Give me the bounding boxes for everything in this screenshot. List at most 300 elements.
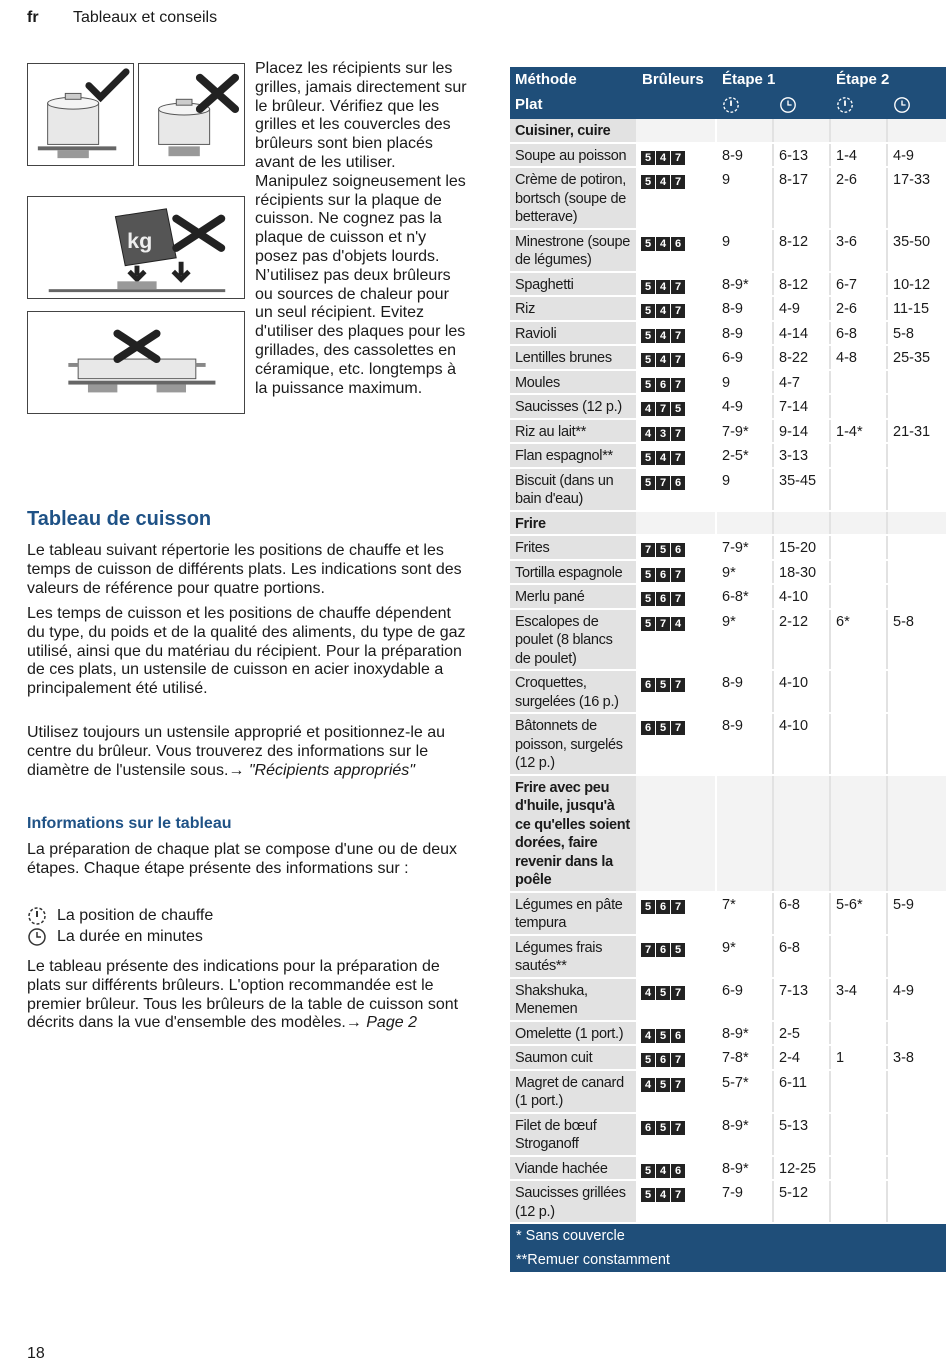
heat-value xyxy=(831,395,888,418)
burner-badge: 4 xyxy=(641,986,655,1000)
burner-cell xyxy=(636,1181,717,1222)
burner-badge: 5 xyxy=(641,353,655,367)
paragraph-1: Le tableau suivant répertorie les positions de chauffe et les temps de cuisson de différents plats. Les indications sont des valeurs de référence pour quatre portions. xyxy=(27,542,462,597)
time-value: 7-13 xyxy=(774,979,831,1020)
time-value: 4-10 xyxy=(774,585,831,608)
time-value: 8-12 xyxy=(774,230,831,271)
burner-badge: 5 xyxy=(641,304,655,318)
time-value: 5-13 xyxy=(774,1114,831,1155)
dish-name: Légumes frais sautés** xyxy=(510,936,636,977)
time-value: 6-8 xyxy=(774,936,831,977)
time-value xyxy=(888,1157,946,1180)
time-value: 4-9 xyxy=(893,982,914,999)
heat-value: 6-9 xyxy=(717,346,774,369)
legend-time-label: La durée en minutes xyxy=(57,928,203,945)
page-number: 18 xyxy=(27,1345,45,1362)
paragraph-3 xyxy=(27,724,467,780)
burner-badge: 4 xyxy=(656,353,670,367)
cross-icon xyxy=(117,334,156,359)
time-value: 5-8 xyxy=(893,325,914,342)
arrow-icon: → xyxy=(228,761,245,779)
heat-value: 6* xyxy=(831,610,888,670)
burner-badge: 7 xyxy=(671,1078,685,1092)
heat-value: 4-8 xyxy=(831,346,888,369)
heat-value: 9* xyxy=(717,561,774,584)
table-row xyxy=(510,1071,946,1114)
intro-text: Placez les récipients sur les grilles, jamais directement sur le brûleur. Vérifiez que les grilles et les couvercles des brûleurs sont bien placés avant de les utiliser. Manipulez soigneusement les récipients sur la plaque de cuisson. Ne cognez pas la plaque de cuisson et n'y posez pas d'objets lourds. N’utilisez pas deux brûleurs ou sources de chaleur pour un seul récipient. Evitez d'utiliser des plaques pour les grillades, des cassolettes en céramique, etc. longtemps à la puissance maximum. xyxy=(255,60,467,397)
burner-badge: 5 xyxy=(641,151,655,165)
check-icon xyxy=(89,72,126,97)
heat-value: 9 xyxy=(717,469,774,510)
time-value: 4-10 xyxy=(774,714,831,774)
time-value xyxy=(888,469,946,510)
burner-badge: 5 xyxy=(641,568,655,582)
time-value: 2-4 xyxy=(774,1046,831,1069)
heat-value xyxy=(831,776,888,891)
header-plat: Plat xyxy=(515,96,543,113)
burner-cell xyxy=(636,536,717,559)
burner-badge: 5 xyxy=(656,986,670,1000)
burner-cell xyxy=(636,1157,717,1180)
burner-badge: 5 xyxy=(641,1188,655,1202)
table-row xyxy=(510,420,946,445)
burner-badge: 5 xyxy=(656,1078,670,1092)
heat-value: 8-9 xyxy=(717,671,774,712)
burner-badge: 5 xyxy=(641,329,655,343)
dish-name: Saumon cuit xyxy=(510,1046,636,1069)
table-row xyxy=(510,1157,946,1182)
burner-badge: 7 xyxy=(671,151,685,165)
table-row xyxy=(510,1114,946,1157)
heat-value xyxy=(831,1022,888,1045)
burner-badge: 4 xyxy=(656,175,670,189)
dish-name: Minestrone (soupe de légumes) xyxy=(510,230,636,271)
time-value: 25-35 xyxy=(893,350,931,366)
table-section-row xyxy=(510,776,946,893)
dish-name: Merlu pané xyxy=(510,585,636,608)
heat-value: 6-8 xyxy=(831,322,888,345)
heat-value: 2-5* xyxy=(717,444,774,467)
legend-heat xyxy=(27,906,213,926)
heat-value xyxy=(831,714,888,774)
heat-value xyxy=(831,119,888,142)
time-value xyxy=(888,585,946,608)
dish-name: Biscuit (dans un bain d'eau) xyxy=(510,469,636,510)
paragraph-4: La préparation de chaque plat se compose d'une ou de deux étapes. Chaque étape présente des informations sur : xyxy=(27,841,458,877)
heat-value: 7-8* xyxy=(717,1046,774,1069)
time-value: 2-12 xyxy=(774,610,831,670)
table-row xyxy=(510,371,946,396)
burner-badge: 4 xyxy=(656,1164,670,1178)
dish-name: Viande hachée xyxy=(510,1157,636,1180)
burner-cell xyxy=(636,776,717,891)
table-row xyxy=(510,273,946,298)
time-value: 11-15 xyxy=(893,301,930,317)
heat-value: 1-4 xyxy=(831,144,888,167)
burner-badge: 7 xyxy=(671,378,685,392)
table-row xyxy=(510,936,946,979)
heat-value: 9* xyxy=(717,936,774,977)
heat-value: 8-9 xyxy=(717,144,774,167)
burner-badge: 5 xyxy=(641,175,655,189)
burner-badge: 7 xyxy=(656,617,670,631)
pot-on-grid-illustration xyxy=(27,63,134,166)
dish-name: Magret de canard (1 port.) xyxy=(510,1071,636,1112)
heat-value: 6-7 xyxy=(831,273,888,296)
cooking-table xyxy=(510,67,946,1272)
dish-name: Légumes en pâte tempura xyxy=(510,893,636,934)
dish-name: Frites xyxy=(510,536,636,559)
burner-badge: 4 xyxy=(656,280,670,294)
time-value: 6-8 xyxy=(774,893,831,934)
heat-position-icon xyxy=(722,96,740,114)
heat-value: 3-4 xyxy=(831,979,888,1020)
dish-name: Riz xyxy=(510,297,636,320)
time-value xyxy=(888,561,946,584)
table-row xyxy=(510,144,946,169)
heat-value: 7* xyxy=(717,893,774,934)
table-row xyxy=(510,230,946,273)
heavy-object-illustration xyxy=(27,196,245,299)
time-value xyxy=(888,714,946,774)
dish-name: Spaghetti xyxy=(510,273,636,296)
burner-badge: 5 xyxy=(641,617,655,631)
burner-cell xyxy=(636,273,717,296)
heat-value: 9 xyxy=(717,371,774,394)
burner-badge: 5 xyxy=(641,1053,655,1067)
time-value: 6-11 xyxy=(774,1071,831,1112)
heat-value: 9 xyxy=(717,230,774,271)
heat-value: 7-9 xyxy=(717,1181,774,1222)
dish-name: Bâtonnets de poisson, surgelés (12 p.) xyxy=(510,714,636,774)
time-value: 10-12 xyxy=(893,276,931,293)
burner-badge: 6 xyxy=(641,721,655,735)
burner-cell xyxy=(636,395,717,418)
legend-heat-label: La position de chauffe xyxy=(57,907,214,924)
time-value: 17-33 xyxy=(893,172,931,188)
burner-badge: 6 xyxy=(671,543,685,557)
burner-badge: 7 xyxy=(656,476,670,490)
burner-cell xyxy=(636,1071,717,1112)
burner-badge: 4 xyxy=(671,617,685,631)
heat-position-icon xyxy=(27,906,47,926)
burner-cell xyxy=(636,1022,717,1045)
paragraph-2: Les temps de cuisson et les positions de chauffe dépendent du type, du poids et de la qualité des aliments, du type de gaz utilisé, ainsi que du matériau du récipient. Pour la préparation de ces plats, un ustensile de cuisson en acier inoxydable a principalement été utilisé. xyxy=(27,605,466,698)
time-value xyxy=(888,671,946,712)
dish-name: Crème de potiron, bortsch (soupe de betterave) xyxy=(510,168,636,228)
burner-badge: 7 xyxy=(671,721,685,735)
header-etape2: Étape 2 xyxy=(836,71,890,88)
heat-value xyxy=(831,1114,888,1155)
table-row xyxy=(510,469,946,512)
burner-cell xyxy=(636,936,717,977)
burner-cell xyxy=(636,444,717,467)
dish-name: Shakshuka, Menemen xyxy=(510,979,636,1020)
burner-badge: 7 xyxy=(671,304,685,318)
heat-value: 5-7* xyxy=(717,1071,774,1112)
heat-value: 8-9* xyxy=(717,273,774,296)
burner-cell xyxy=(636,371,717,394)
time-value xyxy=(774,119,831,142)
burner-badge: 7 xyxy=(671,427,685,441)
burner-badge: 7 xyxy=(671,986,685,1000)
link-recipients[interactable]: "Récipients appropriés" xyxy=(248,761,415,779)
heat-value: 4-9 xyxy=(717,395,774,418)
burner-cell xyxy=(636,585,717,608)
dish-name: Moules xyxy=(510,371,636,394)
burner-badge: 4 xyxy=(656,451,670,465)
heat-value: 8-9 xyxy=(717,297,774,320)
table-section-row xyxy=(510,512,946,537)
time-value: 12-25 xyxy=(774,1157,831,1180)
link-page-2[interactable]: Page 2 xyxy=(366,1014,417,1032)
time-value: 4-14 xyxy=(774,322,831,345)
burner-badge: 7 xyxy=(671,329,685,343)
section-title: Tableau de cuisson xyxy=(27,508,212,530)
language-code: fr xyxy=(27,9,39,26)
dish-name: Filet de bœuf Stroganoff xyxy=(510,1114,636,1155)
time-value: 6-13 xyxy=(774,144,831,167)
burner-cell xyxy=(636,512,717,535)
burner-cell xyxy=(636,610,717,670)
heat-position-icon xyxy=(836,96,854,114)
table-row xyxy=(510,346,946,371)
time-value xyxy=(888,512,946,535)
burner-badge: 5 xyxy=(641,280,655,294)
burner-badge: 6 xyxy=(641,1121,655,1135)
time-value: 5-8 xyxy=(893,613,914,630)
burner-badge: 5 xyxy=(641,237,655,251)
burner-badge: 6 xyxy=(671,237,685,251)
burner-badge: 6 xyxy=(641,678,655,692)
burner-badge: 6 xyxy=(656,568,670,582)
burner-badge: 6 xyxy=(656,592,670,606)
burner-badge: 7 xyxy=(671,175,685,189)
dish-name: Saucisses (12 p.) xyxy=(510,395,636,418)
heat-value: 3-6 xyxy=(831,230,888,271)
heat-value xyxy=(831,671,888,712)
burner-badge: 6 xyxy=(671,476,685,490)
heat-value: 8-9* xyxy=(717,1157,774,1180)
dish-name: Omelette (1 port.) xyxy=(510,1022,636,1045)
table-row xyxy=(510,561,946,586)
burner-cell xyxy=(636,168,717,228)
section-label: Frire xyxy=(510,512,636,535)
heat-value xyxy=(831,561,888,584)
burner-badge: 7 xyxy=(641,543,655,557)
heat-value xyxy=(831,512,888,535)
footnote-no-lid: * Sans couvercle xyxy=(516,1228,625,1244)
burner-badge: 7 xyxy=(671,592,685,606)
table-section-row xyxy=(510,119,946,144)
burner-badge: 4 xyxy=(656,329,670,343)
header-bruleurs: Brûleurs xyxy=(642,71,704,88)
table-header xyxy=(510,67,946,119)
burner-badge: 7 xyxy=(671,451,685,465)
burner-cell xyxy=(636,979,717,1020)
time-value: 15-20 xyxy=(774,536,831,559)
burner-cell xyxy=(636,144,717,167)
table-footnotes xyxy=(510,1224,946,1272)
time-value xyxy=(888,536,946,559)
table-row xyxy=(510,714,946,776)
heat-value xyxy=(831,936,888,977)
heat-value xyxy=(831,1071,888,1112)
burner-badge: 6 xyxy=(656,378,670,392)
heat-value: 7-9* xyxy=(717,420,774,443)
burner-badge: 6 xyxy=(671,1164,685,1178)
burner-badge: 7 xyxy=(671,280,685,294)
heat-value xyxy=(831,444,888,467)
heat-value: 6-9 xyxy=(717,979,774,1020)
burner-cell xyxy=(636,671,717,712)
table-row xyxy=(510,297,946,322)
heat-value xyxy=(831,371,888,394)
table-body xyxy=(510,119,946,1224)
table-row xyxy=(510,322,946,347)
burner-badge: 6 xyxy=(656,943,670,957)
time-value: 4-10 xyxy=(774,671,831,712)
paragraph-5-text: Le tableau présente des indications pour la préparation de plats sur différents brûleurs. L'option recommandée est le premier brûleur. Tous les brûleurs de la table de cuisson sont décrits dans la vue d'ensemble des modèles. xyxy=(27,958,459,1032)
burner-cell xyxy=(636,346,717,369)
heat-value: 8-9 xyxy=(717,322,774,345)
time-value xyxy=(888,776,946,891)
heat-value xyxy=(717,776,774,891)
burner-badge: 5 xyxy=(671,943,685,957)
burner-cell xyxy=(636,322,717,345)
heat-value: 2-6 xyxy=(831,297,888,320)
dish-name: Riz au lait** xyxy=(510,420,636,443)
table-row xyxy=(510,893,946,936)
burner-badge: 5 xyxy=(641,378,655,392)
burner-badge: 4 xyxy=(656,237,670,251)
burner-badge: 7 xyxy=(671,1053,685,1067)
heat-value: 8-9* xyxy=(717,1022,774,1045)
burner-badge: 4 xyxy=(641,427,655,441)
dish-name: Ravioli xyxy=(510,322,636,345)
table-row xyxy=(510,979,946,1022)
burner-badge: 6 xyxy=(656,1053,670,1067)
time-value: 8-17 xyxy=(774,168,831,228)
burner-cell xyxy=(636,893,717,934)
burner-cell xyxy=(636,420,717,443)
time-value: 5-9 xyxy=(893,896,914,913)
heat-value xyxy=(831,585,888,608)
heat-value: 1 xyxy=(831,1046,888,1069)
subsection-title: Informations sur le tableau xyxy=(27,815,232,832)
heat-value: 7-9* xyxy=(717,536,774,559)
dish-name: Escalopes de poulet (8 blancs de poulet) xyxy=(510,610,636,670)
burner-cell xyxy=(636,561,717,584)
time-value: 35-50 xyxy=(893,233,931,250)
table-row xyxy=(510,1022,946,1047)
burner-badge: 7 xyxy=(671,900,685,914)
burner-badge: 6 xyxy=(671,1029,685,1043)
heat-value: 5-6* xyxy=(831,893,888,934)
time-value xyxy=(888,1071,946,1112)
burner-badge: 5 xyxy=(641,1164,655,1178)
time-value: 5-12 xyxy=(774,1181,831,1222)
burner-badge: 5 xyxy=(641,900,655,914)
burner-badge: 5 xyxy=(641,592,655,606)
burner-cell xyxy=(636,230,717,271)
burner-cell xyxy=(636,1046,717,1069)
table-row xyxy=(510,585,946,610)
dish-name: Saucisses grillées (12 p.) xyxy=(510,1181,636,1222)
burner-badge: 4 xyxy=(641,1078,655,1092)
table-row xyxy=(510,610,946,672)
table-row xyxy=(510,536,946,561)
heat-value: 8-9 xyxy=(717,714,774,774)
burner-badge: 7 xyxy=(671,568,685,582)
paragraph-3-text: Utilisez toujours un ustensile approprié et positionnez-le au centre du brûleur. Vous trouverez des informations sur le diamètre de l'ustensile sous. xyxy=(27,724,446,779)
section-label: Cuisiner, cuire xyxy=(510,119,636,142)
dish-name: Soupe au poisson xyxy=(510,144,636,167)
burner-badge: 4 xyxy=(656,151,670,165)
burner-badge: 5 xyxy=(671,402,685,416)
time-value xyxy=(888,371,946,394)
burner-badge: 6 xyxy=(656,900,670,914)
table-row xyxy=(510,444,946,469)
burner-badge: 7 xyxy=(641,943,655,957)
time-value: 4-9 xyxy=(893,147,914,164)
heat-value: 6-8* xyxy=(717,585,774,608)
time-value: 4-7 xyxy=(774,371,831,394)
burner-badge: 7 xyxy=(671,678,685,692)
cross-icon xyxy=(176,219,221,248)
time-value: 2-5 xyxy=(774,1022,831,1045)
burner-badge: 4 xyxy=(656,304,670,318)
burner-badge: 5 xyxy=(656,721,670,735)
heat-value xyxy=(831,1181,888,1222)
time-value xyxy=(888,1181,946,1222)
burner-badge: 5 xyxy=(656,543,670,557)
heat-value xyxy=(831,469,888,510)
burner-cell xyxy=(636,119,717,142)
time-value: 18-30 xyxy=(774,561,831,584)
heat-value: 1-4* xyxy=(831,420,888,443)
heat-value: 2-6 xyxy=(831,168,888,228)
dish-name: Flan espagnol** xyxy=(510,444,636,467)
burner-badge: 5 xyxy=(641,451,655,465)
time-value xyxy=(774,512,831,535)
time-value: 4-9 xyxy=(774,297,831,320)
table-row xyxy=(510,1181,946,1224)
time-value: 8-22 xyxy=(774,346,831,369)
heat-value: 9 xyxy=(717,168,774,228)
burner-cell xyxy=(636,469,717,510)
legend-time xyxy=(27,927,203,947)
arrow-icon: → xyxy=(345,1014,362,1032)
time-value xyxy=(888,1022,946,1045)
burner-badge: 5 xyxy=(656,678,670,692)
table-row xyxy=(510,1046,946,1071)
table-row xyxy=(510,395,946,420)
time-value: 21-31 xyxy=(893,423,931,440)
burner-badge: 4 xyxy=(656,1188,670,1202)
burner-badge: 7 xyxy=(671,1121,685,1135)
burner-cell xyxy=(636,297,717,320)
burner-badge: 4 xyxy=(641,402,655,416)
heat-value xyxy=(831,536,888,559)
burner-cell xyxy=(636,1114,717,1155)
time-value: 7-14 xyxy=(774,395,831,418)
time-value xyxy=(888,1114,946,1155)
time-value xyxy=(888,395,946,418)
heat-value: 9* xyxy=(717,610,774,670)
time-value: 35-45 xyxy=(774,469,831,510)
heat-value xyxy=(831,1157,888,1180)
